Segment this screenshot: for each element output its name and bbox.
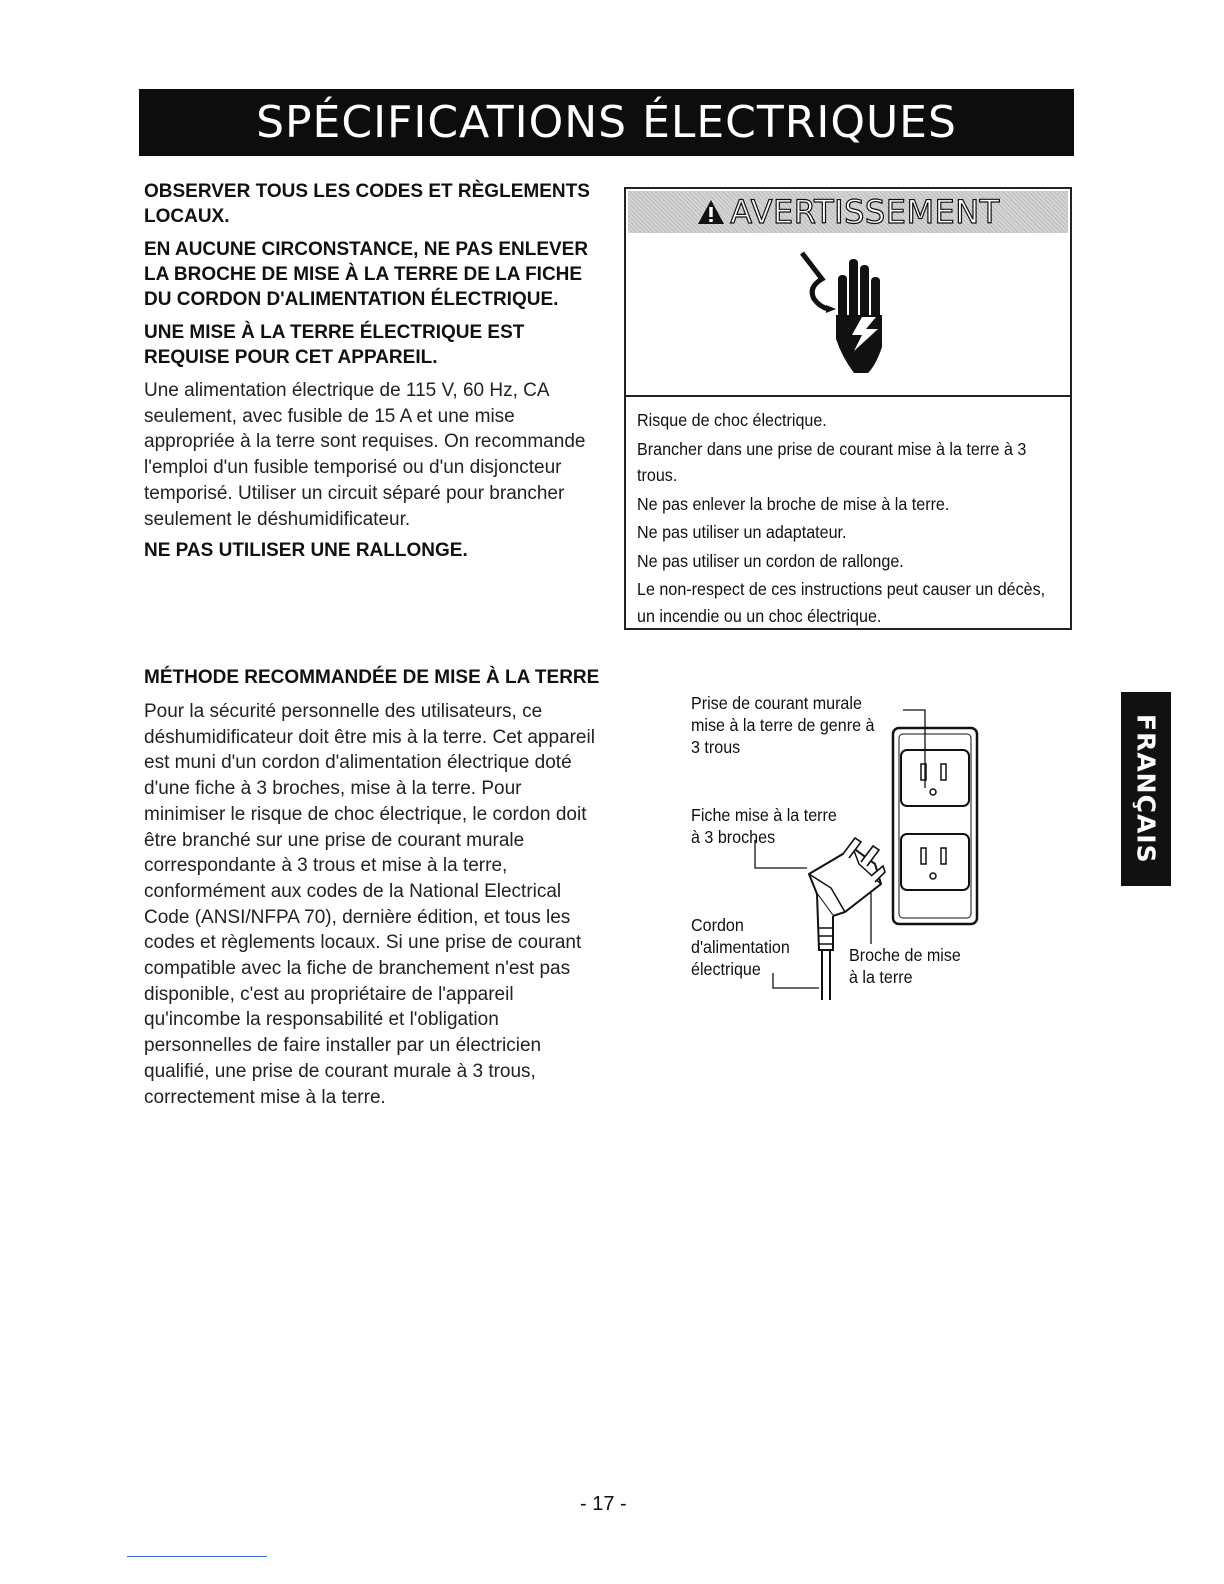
warning-line: Le non-respect de ces instructions peut causer un décès, un incendie ou un choc électrique. [637, 579, 1046, 626]
outlet-label-text: Prise de courant murale mise à la terre de genre à 3 trous [691, 693, 875, 757]
language-tab-label: FRANÇAIS [1131, 714, 1161, 864]
grounding-method-heading: MÉTHODE RECOMMANDÉE DE MISE À LA TERRE [144, 667, 600, 688]
no-extension-notice: NE PAS UTILISER UNE RALLONGE. [144, 540, 468, 562]
warning-line: Ne pas utiliser un cordon de rallonge. [637, 550, 904, 571]
warning-line: Ne pas utiliser un adaptateur. [637, 522, 847, 542]
requirements-section [144, 179, 599, 571]
electric-shock-hand-icon [796, 247, 896, 377]
power-requirements-text: Une alimentation électrique de 115 V, 60 Hz, CA seulement, avec fusible de 15 A et une mise appropriée à la terre sont requises. On recommande l'emploi d'un fusible temporisé ou d'un disjoncteur temporisé. Utiliser un circuit séparé pour brancher seulement le déshumidificateur. [144, 380, 586, 530]
grounding-diagram [685, 688, 995, 1008]
ground-pin-label-text: Broche de mise à la terre [849, 945, 961, 987]
cord-label-text: Cordon d'alimentation électrique [691, 915, 790, 979]
outlet-label [691, 692, 886, 758]
warning-line: Brancher dans une prise de courant mise à la terre à 3 trous. [637, 438, 1027, 485]
local-codes-notice: OBSERVER TOUS LES CODES ET RÈGLEMENTS LOCAUX. [144, 181, 590, 227]
grounding-method-body: Pour la sécurité personnelle des utilisateurs, ce déshumidificateur doit être mis à la terre. Cet appareil est muni d'un cordon d'alimentation électrique doté d'une fiche à 3 broches, mise à la terre. Pour minimiser le risque de choc électrique, le cordon doit être branché sur une prise de courant murale correspondante à 3 trous et mise à la terre, conformément aux codes de la National Electrical Code (ANSI/NFPA 70), dernière édition, et tous les codes et règlements locaux. Si une prise de courant compatible avec la fiche de branchement n'est pas disponible, c'est au propriétaire de l'appareil qu'incombe la responsabilité et l'obligation personnelles de faire installer par un électricien qualifié, une prise de courant murale à 3 trous, correctement mise à la terre. [144, 701, 595, 1108]
warning-title: AVERTISSEMENT [730, 193, 1000, 231]
warning-header [628, 191, 1068, 233]
electric-shock-icon-area [626, 235, 1070, 397]
ground-pin-notice: EN AUCUNE CIRCONSTANCE, NE PAS ENLEVER LA BROCHE DE MISE À LA TERRE DE LA FICHE DU CORDON D'ALIMENTATION ÉLECTRIQUE. [144, 239, 589, 310]
warning-text [626, 397, 1071, 629]
grounding-required-notice: UNE MISE À LA TERRE ÉLECTRIQUE EST REQUISE POUR CET APPAREIL. [144, 322, 525, 368]
warning-triangle-icon [696, 198, 726, 226]
plug-label [691, 804, 838, 848]
plug-label-text: Fiche mise à la terre à 3 broches [691, 805, 837, 847]
page-title-text: SPÉCIFICATIONS ÉLECTRIQUES [256, 97, 957, 148]
warning-line: Ne pas enlever la broche de mise à la terre. [637, 493, 950, 514]
warning-box [624, 187, 1072, 630]
warning-line: Risque de choc électrique. [637, 410, 827, 430]
page-number: - 17 - [580, 1493, 627, 1515]
page-title [139, 89, 1074, 156]
cord-label [691, 914, 811, 980]
language-tab [1121, 692, 1171, 886]
grounding-method-section [144, 665, 604, 1116]
footer-divider [127, 1556, 267, 1557]
ground-pin-label [849, 944, 970, 988]
